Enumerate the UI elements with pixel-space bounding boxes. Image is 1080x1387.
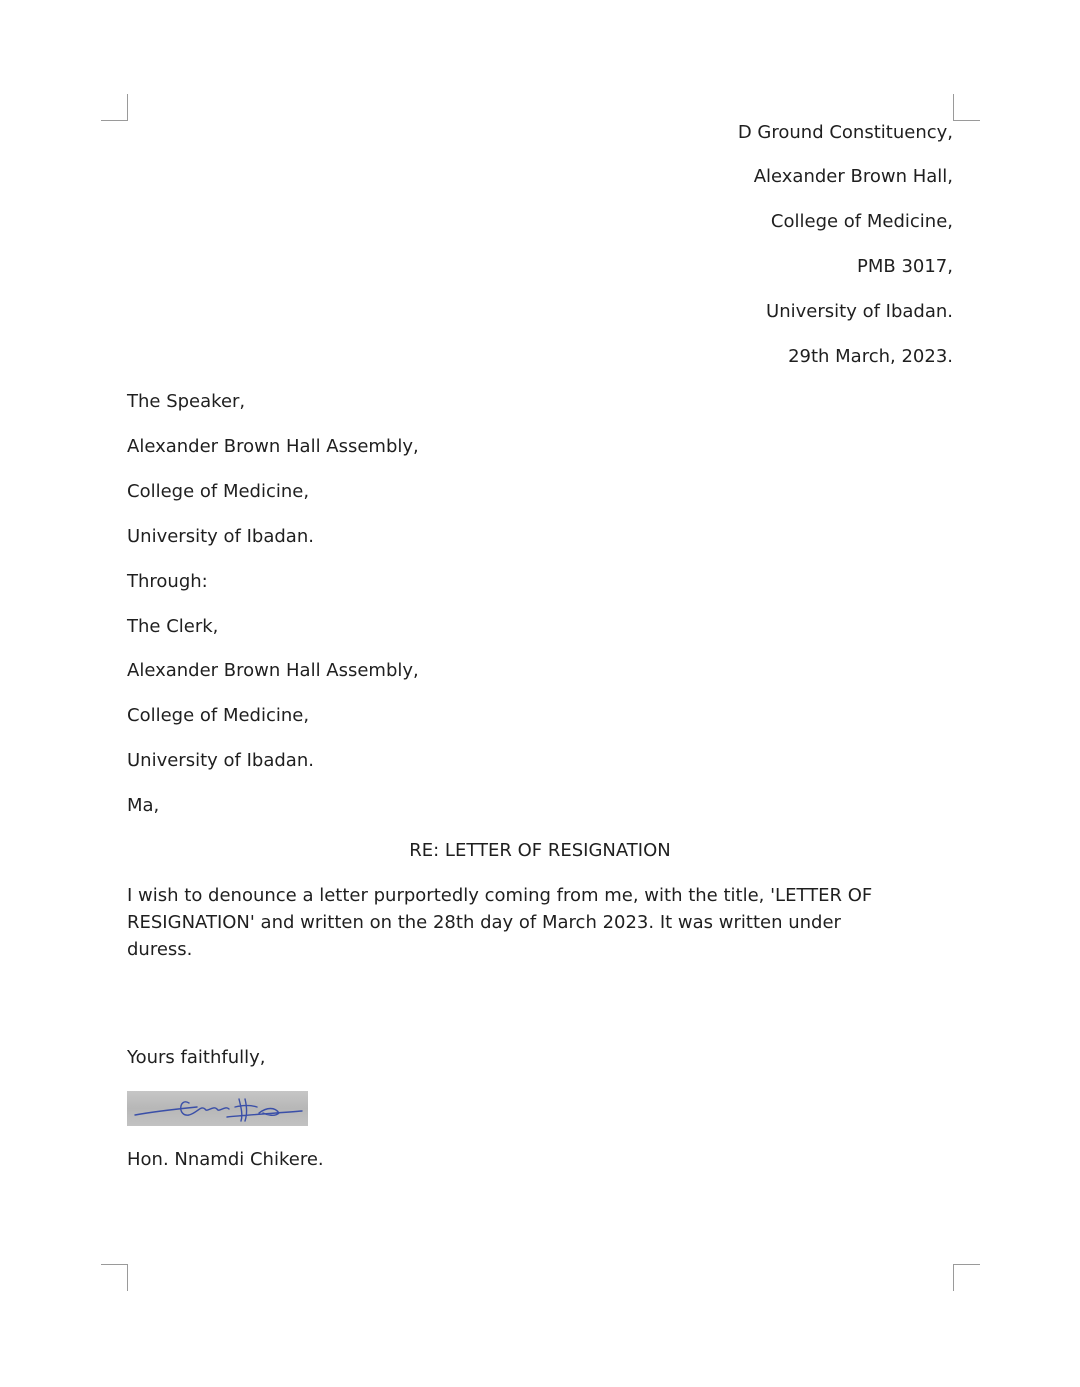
crop-mark-bottom-left	[101, 1264, 128, 1291]
signature-scribble	[127, 1091, 308, 1126]
closing: Yours faithfully,	[127, 1047, 266, 1068]
crop-mark-top-left	[101, 94, 128, 121]
through-recipient-line-1: The Clerk,	[127, 616, 219, 637]
through-label: Through:	[127, 571, 208, 592]
crop-mark-top-right	[953, 94, 980, 121]
recipient-line-2: Alexander Brown Hall Assembly,	[127, 436, 419, 457]
through-recipient-line-4: University of Ibadan.	[127, 750, 314, 771]
crop-mark-bottom-right	[953, 1264, 980, 1291]
through-recipient-line-2: Alexander Brown Hall Assembly,	[127, 660, 419, 681]
sender-address-line-1: D Ground Constituency,	[737, 122, 953, 143]
letter-date: 29th March, 2023.	[788, 346, 953, 367]
through-recipient-line-3: College of Medicine,	[127, 705, 310, 726]
sender-address-line-3: College of Medicine,	[770, 211, 953, 232]
body-paragraph: I wish to denounce a letter purportedly coming from me, with the title, 'LETTER OF RESIGNATION' and written on the 28th day of March 2023. It was written under duress.	[127, 885, 873, 960]
sender-address-line-2: Alexander Brown Hall,	[753, 166, 953, 187]
recipient-line-3: College of Medicine,	[127, 481, 310, 502]
salutation: Ma,	[127, 795, 160, 816]
sender-address-line-5: University of Ibadan.	[766, 301, 953, 322]
recipient-line-1: The Speaker,	[127, 391, 246, 412]
signatory-name: Hon. Nnamdi Chikere.	[127, 1149, 324, 1170]
signature-image	[127, 1091, 308, 1126]
sender-address-line-4: PMB 3017,	[857, 256, 953, 277]
subject-heading: RE: LETTER OF RESIGNATION	[409, 840, 671, 861]
recipient-line-4: University of Ibadan.	[127, 526, 314, 547]
